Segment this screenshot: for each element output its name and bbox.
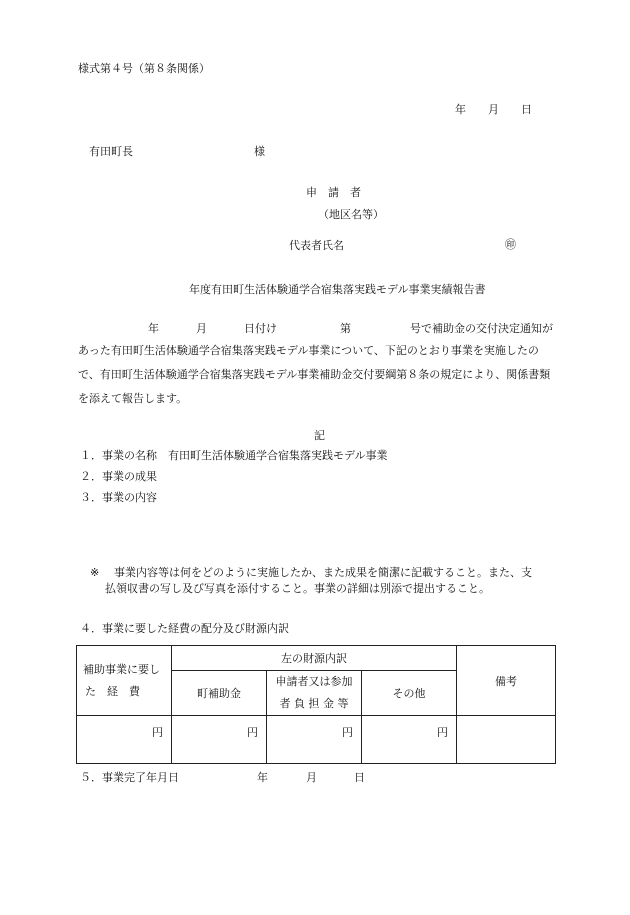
section-5-label: ５．事業完了年月日 <box>80 771 179 784</box>
body-dai: 第 <box>340 322 351 335</box>
item-2: ２．事業の成果 <box>80 470 157 483</box>
recipient: 有田町長 様 <box>89 145 265 158</box>
note-line-2: 払領収書の写し及び写真を添付すること。事業の詳細は別添で提出すること。 <box>105 582 490 595</box>
item-1: １．事業の名称 有田町生活体験通学合宿集落実践モデル事業 <box>80 449 388 462</box>
expense-table <box>76 645 556 764</box>
cell-other: 円 <box>362 716 457 764</box>
header-remarks: 備考 <box>457 646 556 716</box>
cell-town-subsidy: 円 <box>172 716 267 764</box>
header-town-subsidy: 町補助金 <box>172 671 267 716</box>
section-5-year: 年 <box>257 771 268 784</box>
section-5-month: 月 <box>306 771 317 784</box>
header-applicant-share: 申請者又は参加 者 負 担 金 等 <box>267 671 362 716</box>
body-year: 年 <box>148 322 159 335</box>
body-day: 日付け <box>244 322 277 335</box>
header-total-cost: 補助事業に要し た 経 費 <box>77 646 172 716</box>
body-line1-rest: 号で補助金の交付決定通知が <box>410 322 553 335</box>
section-5-day: 日 <box>354 771 365 784</box>
cell-remarks <box>457 716 556 764</box>
document-title: 年度有田町生活体験通学合宿集落実践モデル事業実績報告書 <box>189 283 486 296</box>
body-paragraph: あった有田町生活体験通学合宿集落実践モデル事業について、下記のとおり事業を実施したので、有田町生活体験通学合宿集落実践モデル事業補助金交付要綱第８条の規定により、関係書類を添えて報告します。 <box>78 344 551 405</box>
form-number: 様式第４号（第８条関係） <box>78 62 210 75</box>
header-other: その他 <box>362 671 457 716</box>
note-line-1: 事業内容等は何をどのように実施したか、また成果を簡潔に記載すること。また、支 <box>114 566 532 579</box>
cell-total-cost: 円 <box>77 716 172 764</box>
seal-mark: ㊞ <box>505 238 516 251</box>
cell-applicant-share: 円 <box>267 716 362 764</box>
item-3: ３．事業の内容 <box>80 491 157 504</box>
ki-heading: 記 <box>314 429 325 442</box>
section-4-title: ４．事業に要した経費の配分及び財源内訳 <box>80 622 289 635</box>
area-label: （地区名等） <box>318 208 384 221</box>
body-month: 月 <box>196 322 207 335</box>
date-line: 年 月 日 <box>455 103 532 116</box>
applicant-label: 申 請 者 <box>306 186 361 199</box>
note-mark: ※ <box>90 566 100 579</box>
representative-name-label: 代表者氏名 <box>289 239 344 252</box>
header-funding-breakdown: 左の財源内訳 <box>172 646 457 671</box>
